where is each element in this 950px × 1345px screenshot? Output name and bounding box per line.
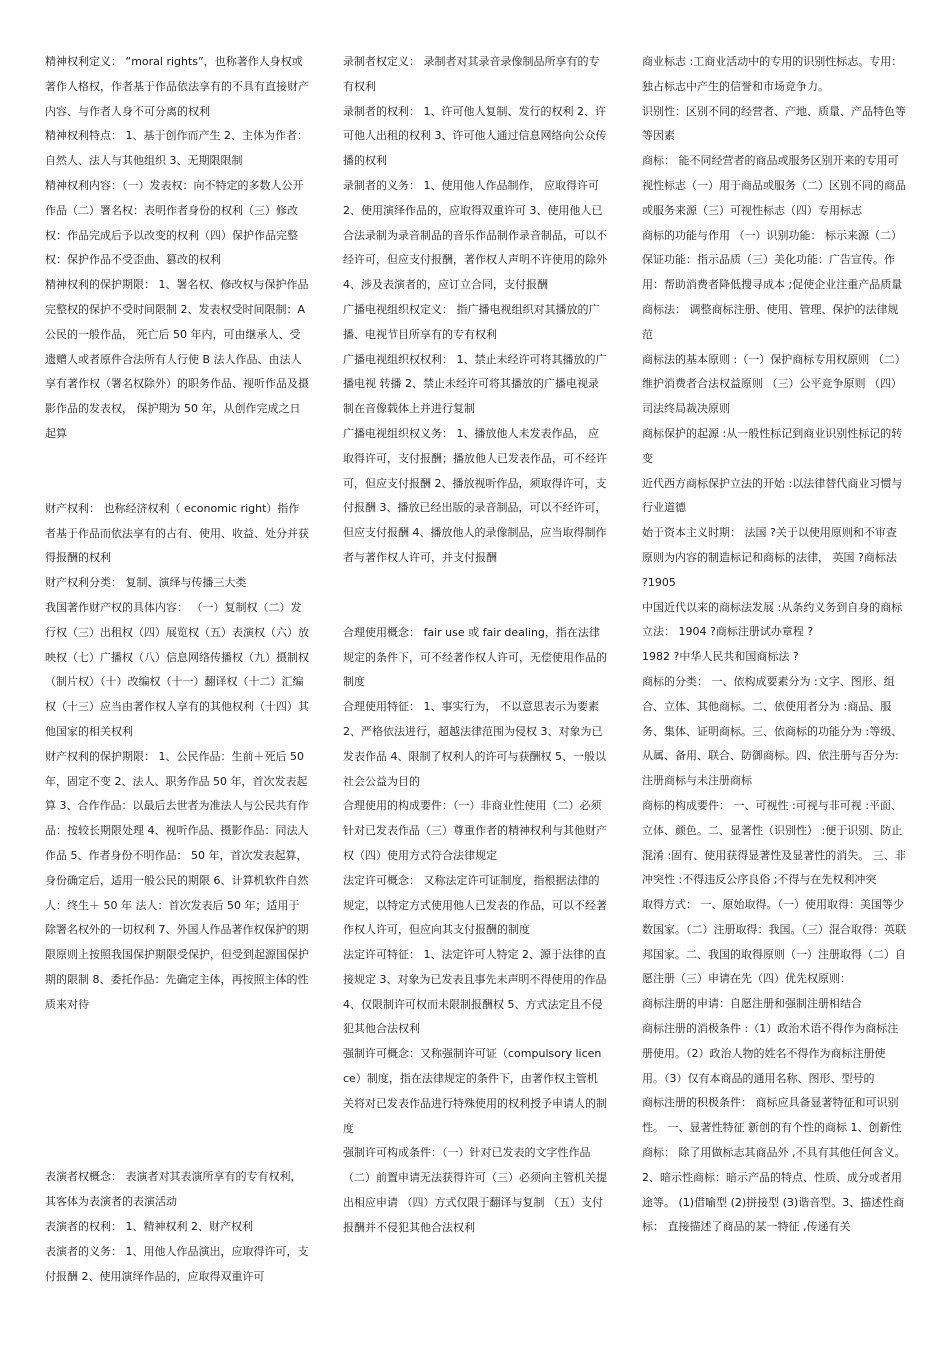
paragraph: 商标注册的申请：自愿注册和强制注册相结合 xyxy=(642,997,862,1011)
paragraph: 表演者的权利： 1、精神权利 2、财产权利 xyxy=(45,1220,253,1234)
paragraph: 商标注册的积极条件： 商标应具备显著特征和可识别性。 一、显著性特征 新创的有个性的商标 1、创新性商标： 除了用做标志其商品外 ,不具有其他任何含义。 2、暗示性商标：暗示产品的特点、性质、成分或者用途等。 (1)借喻型 (2)拼接型 (3)谐音型。3、描述性商标： 直接描述了商品的某一特征 ,传递有关 xyxy=(642,1096,906,1234)
paragraph: 录制者的权利： 1、许可他人复制、发行的权利 2、许可他人出租的权利 3、许可他人通过信息网络向公众传播的权利 xyxy=(343,104,607,168)
paragraph: 精神权利的保护期限： 1、署名权、修改权与保护作品完整权的保护不受时间限制 2、发表权受时间限制：A 公民的一般作品， 死亡后 50 年内，可由继承人、受遗赠人或者原件合法所有人行使 B 法人作品、由法人享有著作权（署名权除外）的职务作品、视听作品及摄影作品的发表权， 保护期为 50 年，从创作完成之日起算 xyxy=(45,278,309,440)
paragraph: 合理使用的构成要件：（一）非商业性使用（二）必须针对已发表作品（三）尊重作者的精神权利与其他财产权（四）使用方式符合法律规定 xyxy=(343,799,607,862)
paragraph: 法定许可概念： 又称法定许可证制度，指根据法律的规定，以特定方式使用他人已发表的作品，可以不经著作权人许可，但应向其支付报酬的制度 xyxy=(343,873,607,937)
paragraph: 商标注册的消极条件 :（1）政治术语不得作为商标注册使用。（2）政治人物的姓名不得作为商标注册使用。（3）仅有本商品的通用名称、图形、型号的 xyxy=(642,1022,899,1085)
paragraph: 精神权利特点： 1、基于创作而产生 2、主体为作者：自然人、法人与其他组织 3、无期限限制 xyxy=(45,129,308,168)
paragraph: 1982 ?中华人民共和国商标法 ? xyxy=(642,650,799,664)
paragraph: 合理使用概念： fair use 或 fair dealing，指在法律规定的条件下，可不经著作权人许可，无偿使用作品的制度 xyxy=(343,625,607,689)
paragraph: 识别性：区别不同的经营者、产地、质量、产品特色等等因素 xyxy=(642,104,906,143)
paragraph: 商标的功能与作用 （一）识别功能： 标示来源（二）保证功能：指示品质（三）美化功能：广告宣传。作用：帮助消费者降低搜寻成本 ;促使企业注重产品质量 xyxy=(642,228,903,292)
paragraph: 财产权利分类： 复制、演绎与传播三大类 xyxy=(45,576,247,590)
paragraph: 财产权利： 也称经济权利（ economic right）指作者基于作品而依法享有的占有、使用、收益、处分并获得报酬的权利 xyxy=(45,501,309,565)
paragraph: 强制许可概念：又称强制许可证（compulsory licence）制度，指在法律规定的条件下，由著作权主管机关将对已发表作品进行特殊使用的权利授予申请人的制度 xyxy=(343,1047,607,1135)
paragraph: 商标： 能不同经营者的商品或服务区别开来的专用可视性标志（一）用于商品或服务（二）区别不同的商品或服务来源（三）可视性标志（四）专用标志 xyxy=(642,154,906,217)
paragraph: 商标法： 调整商标注册、使用、管理、保护的法律规范 xyxy=(642,302,899,341)
paragraph: 精神权利定义： “moral rights”，也称著作人身权或著作人格权，作者基于作品依法享有的不具有直接财产内容、与作者人身不可分离的权利 xyxy=(45,55,309,118)
paragraph: 始于资本主义时期： 法国 ?关于以使用原则和不审查原则为内容的制造标记和商标的法律， 英国 ?商标法 ?1905 xyxy=(642,526,897,589)
paragraph: 录制者的义务： 1、使用他人作品制作， 应取得许可 2、使用演绎作品的，应取得双重许可 3、使用他人已合法录制为录音制品的音乐作品制作录音制品，可以不经许可，但应支付报酬，著作权人声明不许使用的除外 4、涉及表演者的，应订立合同，支付报酬 xyxy=(343,178,607,292)
text-column-2 xyxy=(343,50,607,1241)
text-column-1 xyxy=(45,50,309,1289)
paragraph: 商标保护的起源 :从一般性标记到商业识别性标记的转变 xyxy=(642,426,903,465)
paragraph: 我国著作财产权的具体内容： （一）复制权（二）发行权（三）出租权（四）展览权（五）表演权（六）放映权（七）广播权（八）信息网络传播权（九）摄制权（制片权）（十）改编权（十一）翻译权（十二）汇编权（十三）应当由著作权人享有的其他权利（十四）其他国家的相关权利 xyxy=(45,600,309,738)
paragraph: 强制许可构成条件：（一）针对已发表的文字性作品（二）前置申请无法获得许可（三）必须向主管机关提出相应申请 （四）方式仅限于翻译与复制 （五）支付报酬并不侵犯其他合法权利 xyxy=(343,1146,607,1234)
paragraph: 广播电视组织权定义： 指广播电视组织对其播放的广播、电视节目所享有的专有权利 xyxy=(343,302,600,341)
paragraph: 合理使用特征： 1、事实行为， 不以意思表示为要素 2、严格依法进行，超越法律范围为侵权 3、对象为已发表作品 4、限制了权利人的许可与获酬权 5、一般以社会公益为目的 xyxy=(343,700,606,788)
paragraph: 表演者权概念： 表演者对其表演所享有的专有权利，其客体为表演者的表演活动 xyxy=(45,1170,302,1209)
paragraph: 中国近代以来的商标法发展 :从条约义务到自身的商标立法： 1904 ?商标注册试办章程 ? xyxy=(642,600,903,639)
paragraph: 近代西方商标保护立法的开始 :以法律替代商业习惯与行业道德 xyxy=(642,476,903,515)
paragraph: 法定许可特征： 1、法定许可人特定 2、源于法律的直接规定 3、对象为已发表且事先未声明不得使用的作品 4、仅限制许可权而未限制报酬权 5、方式法定且不侵犯其他合法权利 xyxy=(343,948,607,1036)
paragraph: 广播电视组织权义务： 1、播放他人未发表作品， 应取得许可，支付报酬；播放他人已发表作品，可不经许可，但应支付报酬 2、播放视听作品，须取得许可，支付报酬 3、播放已经出版的录音制品，可以不经许可，但应支付报酬 4、播放他人的录像制品，应当取得制作者与著作权人许可，并支付报酬 xyxy=(343,426,607,564)
paragraph: 广播电视组织权权利： 1、禁止未经许可将其播放的广播电视 转播 2、禁止未经许可将其播放的广播电视录制在音像载体上并进行复制 xyxy=(343,352,607,416)
paragraph: 表演者的义务： 1、用他人作品演出，应取得许可，支付报酬 2、使用演绎作品的，应取得双重许可 xyxy=(45,1244,309,1283)
paragraph: 商标的分类： 一、依构成要素分为 :文字、图形、组合、立体、其他商标。二、依使用者分为 :商品、服务、集体、证明商标。三、依商标的功能分为 :等级、从属、备用、联合、防御商标。四、依注册与否分为:注册商标与未注册商标 xyxy=(642,674,903,788)
paragraph: 商标的构成要件： 一、可视性 :可视与非可视 :平面、立体、颜色。二、显著性（识别性） :便于识别、防止混淆 :固有、使用获得显著性及显著性的消失。 三、非冲突性 :不得违反公序良俗 ;不得与在先权利冲突 xyxy=(642,798,906,887)
paragraph: 取得方式： 一、原始取得。（一）使用取得：美国等少数国家。（二）注册取得：我国。（三）混合取得：英联邦国家。二、我国的取得原则（一）注册取得（二）自愿注册（三）申请在先（四）优先权原则： xyxy=(642,898,906,986)
paragraph: 录制者权定义： 录制者对其录音录像制品所享有的专有权利 xyxy=(343,55,600,93)
paragraph: 精神权利内容：（一）发表权：向不特定的多数人公开作品（二）署名权：表明作者身份的权利（三）修改权：作品完成后予以改变的权利（四）保护作品完整权：保护作品不受歪曲、篡改的权利 xyxy=(45,178,304,267)
paragraph: 商业标志 :工商业活动中的专用的识别性标志。专用：独占标志中产生的信誉和市场竞争力。 xyxy=(642,55,903,93)
text-column-3 xyxy=(642,50,906,1240)
paragraph: 商标法的基本原则 :（一）保护商标专用权原则 （二）维护消费者合法权益原则 （三）公平竞争原则 （四）司法终局裁决原则 xyxy=(642,352,906,416)
paragraph: 财产权利的保护期限： 1、公民作品：生前＋死后 50 年，固定不变 2、法人、职务作品 50 年，首次发表起算 3、合作作品：以最后去世者为准法人与公民共有作品：按较长期限处理 4、视听作品、摄影作品：同法人作品 5、作者身份不明作品： 50 年，首次发表起算，身份确定后，适用一般公民的期限 6、计算机软件自然人：终生＋ 50 年 法人：首次发表后 50 年；适用于除署名权外的一切权利 7、外国人作品著作权保护的期限原则上按照我国保护期限受保护，但受到起源国保护期的限制 8、委托作品：先确定主体，再按照主体的性质来对待 xyxy=(45,749,309,1011)
